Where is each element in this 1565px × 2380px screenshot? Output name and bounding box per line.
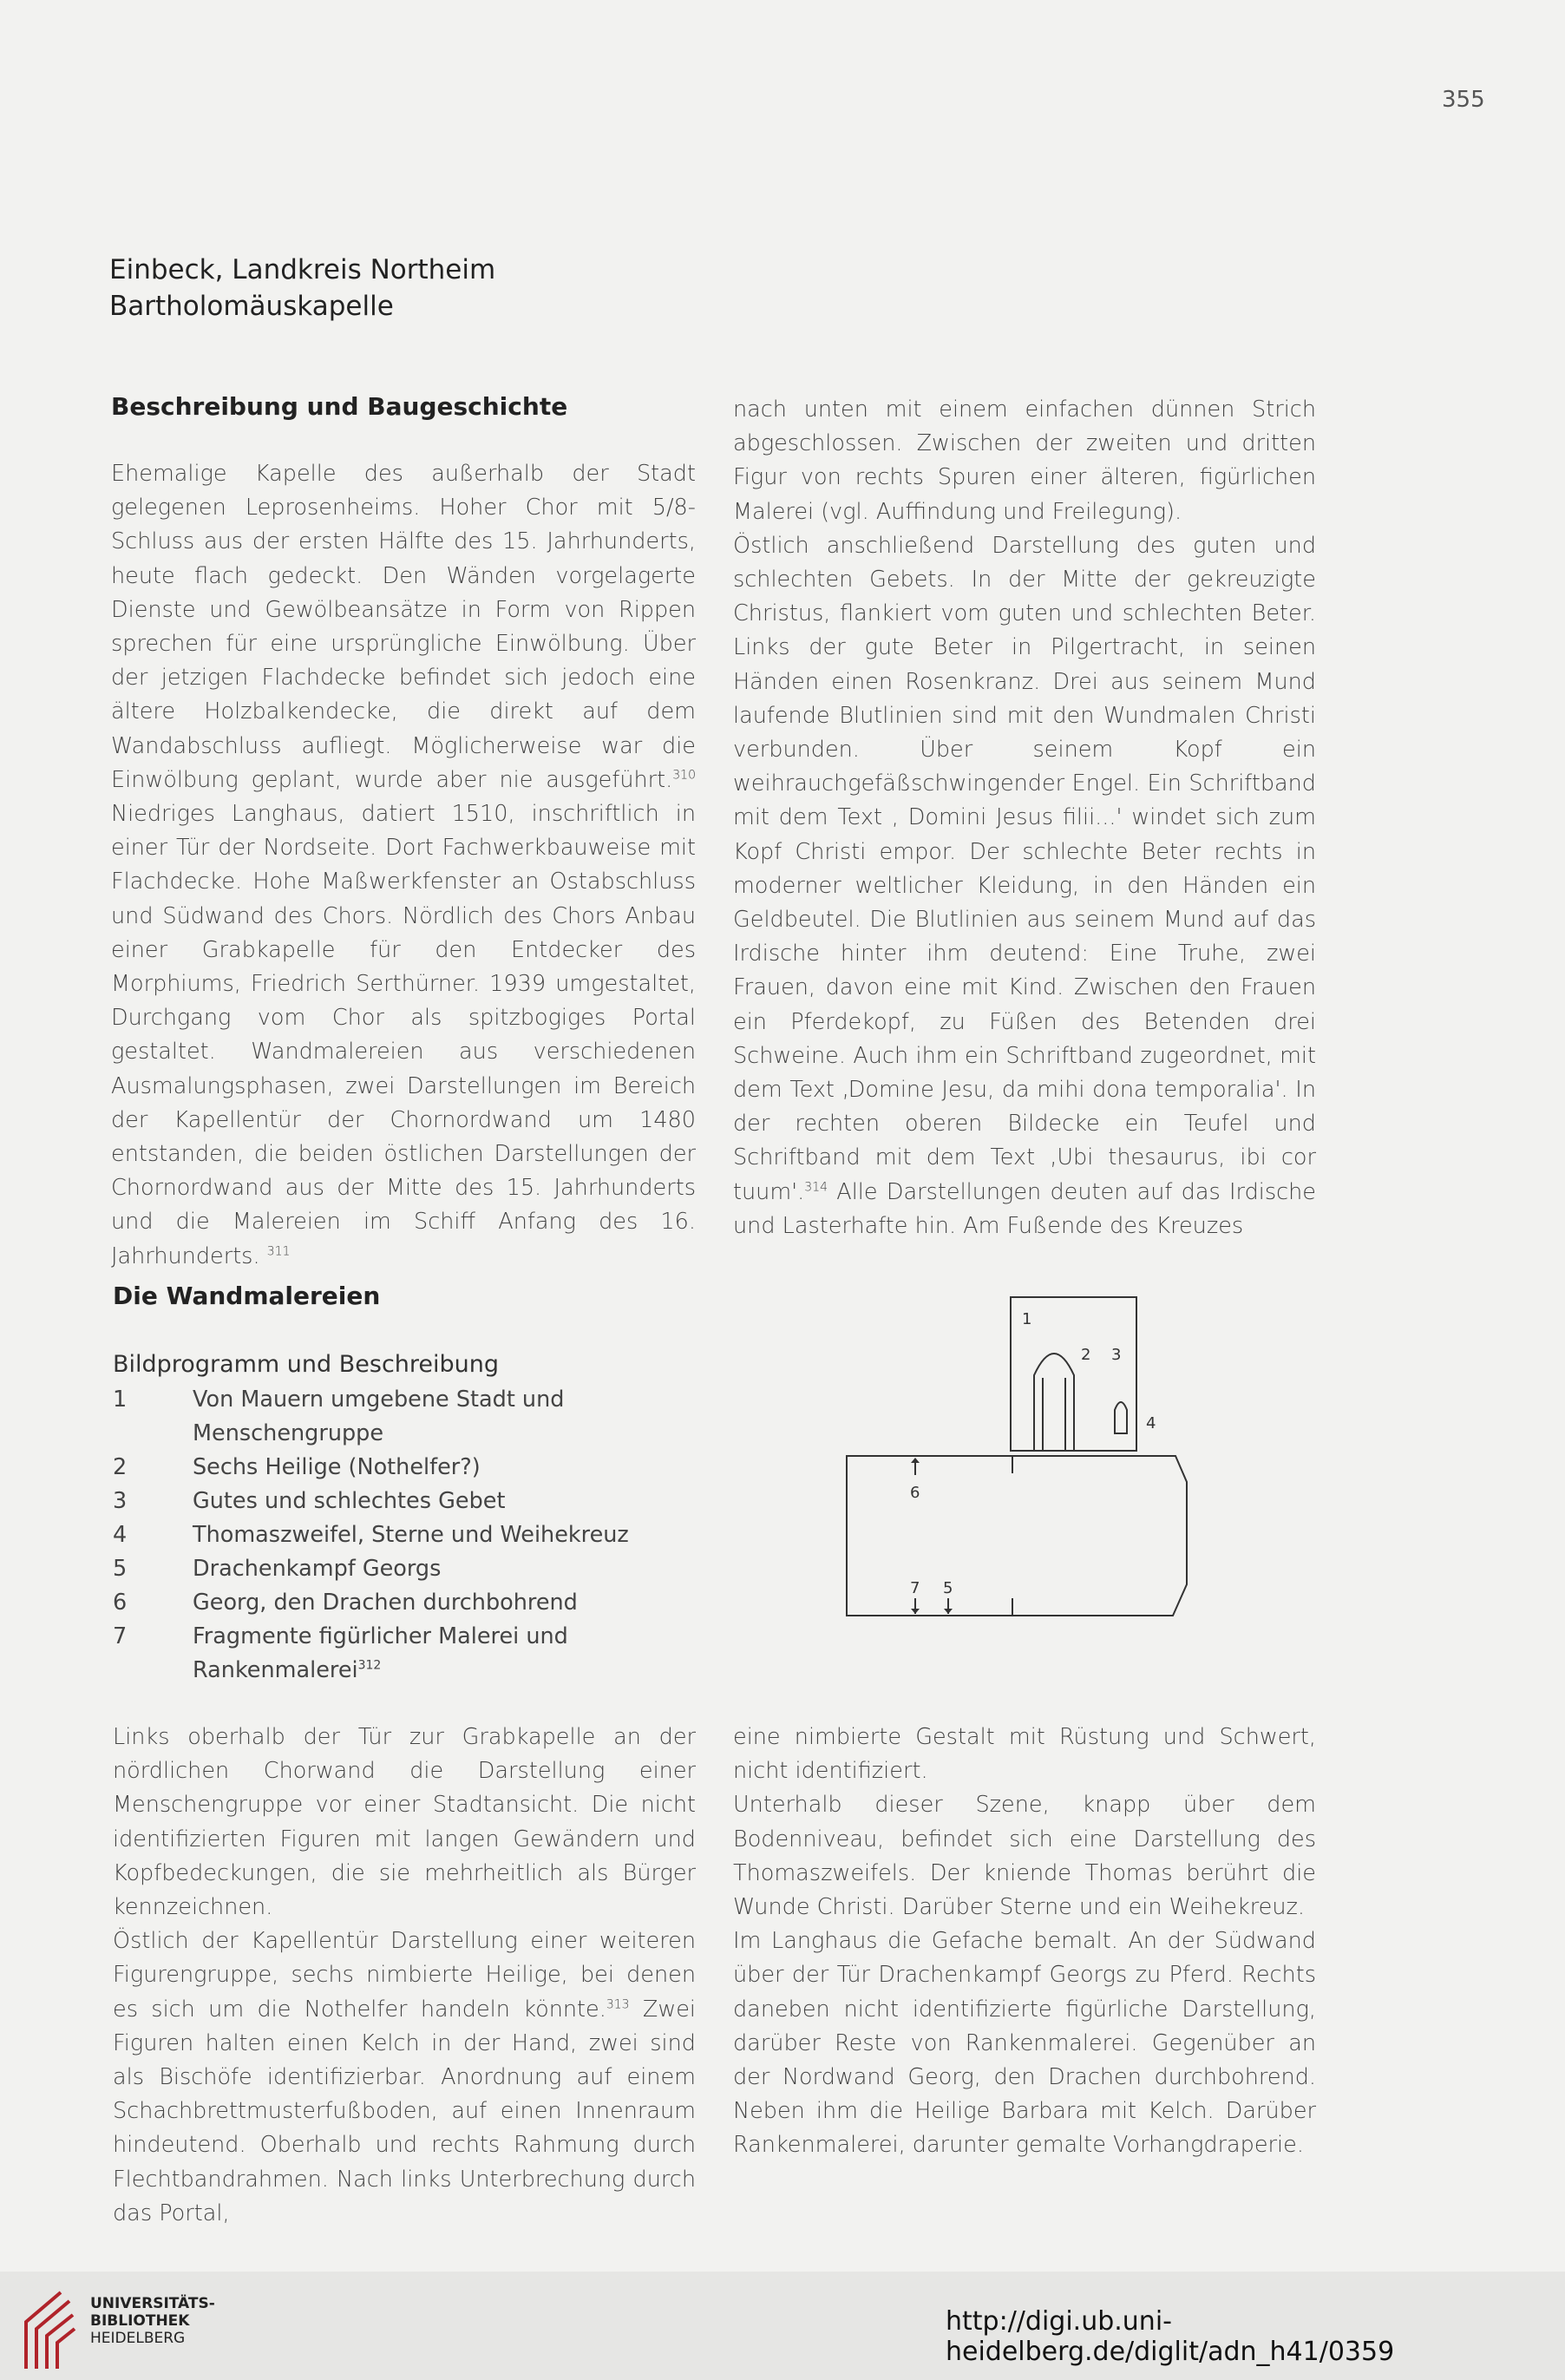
title-line-1: Einbeck, Landkreis Northeim (109, 254, 496, 285)
right-column-top (733, 393, 1316, 1243)
paragraph: Unterhalb dieser Szene, knapp über dem Bodenniveau, befindet sich eine Darstellung des Thomaszweifels. Der kniende Thomas berührt die Wunde Christi. Darüber Sterne und ein Weihekreuz. (733, 1792, 1316, 1921)
text: Östlich anschließend Darstellung des guten und schlechten Gebets. In der Mitte der gekreuzigte Christus, flankiert vom guten und schlechten Beter. Links der gute Beter in Pilgertracht, in seinen Händen einen Rosenkranz. Drei aus seinem Mund laufende Blutlinien sind mit den Wundmalen Christi verbunden. Über seinem Kopf ein weihrauchgefäßschwingender Engel. Ein Schriftband mit dem Text , Domini Jesus filii...' windet sich zum Kopf Christi empor. Der schlechte Beter rechts in moderner weltlicher Kleidung, in den Händen ein Geldbeutel. Die Blutlinien aus seinem Mund auf das Irdische hinter ihm deutend: Eine Truhe, zwei Frauen, davon eine mit Kind. Zwischen den Frauen ein Pferdekopf, zu Füßen des Betenden drei Schweine. Auch ihm ein Schriftband zugeordnet, mit dem Text ‚Domine Jesu, da mihi dona temporalia'. In der rechten oberen Bildecke ein Teufel und Schriftband mit dem Text ‚Ubi thesaurus, ibi cor tuum'. (733, 532, 1316, 1205)
plan-arrowhead (911, 1458, 920, 1463)
text: Alle Darstellungen deuten auf das Irdische und Lasterhafte hin. Am Fußende des Kreuzes (733, 1178, 1316, 1239)
legend-text (193, 1620, 668, 1688)
legend-list (113, 1383, 668, 1688)
legend-number: 1 (113, 1387, 128, 1413)
library-logo-icon (19, 2289, 80, 2371)
legend-item (113, 1586, 668, 1620)
legend-text: Von Mauern umgebene Stadt und Menschengruppe (193, 1387, 565, 1446)
text: Zwei Figuren halten einen Kelch in der Hand, zwei sind als Bischöfe identifizierbar. Anordnung auf einem Schachbrettmusterfußboden, auf einen Innenraum hindeutend. Oberhalb und rechts Rahmung durch Flechtbandrahmen. Nach links Unterbrechung durch das Portal, (113, 1996, 696, 2226)
left-column-top (111, 457, 696, 1274)
plan-label-2: 2 (1081, 1346, 1091, 1364)
paragraph: nach unten mit einem einfachen dünnen Strich abgeschlossen. Zwischen der zweiten und dritten Figur von rechts Spuren einer älteren, figürlichen Malerei (vgl. Auffindung und Freilegung). (733, 397, 1316, 525)
legend-item (113, 1552, 668, 1586)
legend-number: 6 (113, 1590, 128, 1616)
legend-text: Thomaszweifel, Sterne und Weihekreuz (193, 1522, 629, 1548)
legend-number: 5 (113, 1556, 128, 1582)
plan-label-6: 6 (910, 1484, 920, 1502)
plan-label-7: 7 (910, 1579, 920, 1597)
legend-number: 2 (113, 1454, 128, 1480)
paragraph (111, 457, 696, 1274)
right-column-bottom (733, 1721, 1316, 2163)
plan-label-1: 1 (1022, 1310, 1032, 1328)
footnote-ref: 312 (357, 1658, 382, 1673)
legend-text: Georg, den Drachen durchbohrend (193, 1590, 578, 1616)
paragraph (733, 529, 1316, 1243)
page-title (109, 252, 495, 325)
text: Niedriges Langhaus, datiert 1510, inschriftlich in einer Tür der Nordseite. Dort Fachwerkbauweise mit Flachdecke. Hohe Maßwerkfenster an Ostabschluss und Südwand des Chors. Nördlich des Chors Anbau einer Grabkapelle für den Entdecker des Morphiums, Friedrich Serthürner. 1939 umgestaltet, Durchgang vom Chor als spitzbogiges Portal gestaltet. Wandmalereien aus verschiedenen Ausmalungsphasen, zwei Darstellungen im Bereich der Kapellentür der Chornordwand um 1480 entstanden, die beiden östlichen Darstellungen der Chornordwand aus der Mitte des 15. Jahrhunderts und die Malereien im Schiff Anfang des 16. Jahrhunderts. (111, 801, 696, 1269)
text: Fragmente figürlicher Malerei und Rankenmalerei (193, 1623, 568, 1683)
text: Östlich der Kapellentür Darstellung einer weiteren Figurengruppe, sechs nimbierte Heilige, bei denen es sich um die Nothelfer handeln könnte. (113, 1928, 696, 2023)
legend-text: Sechs Heilige (Nothelfer?) (193, 1454, 481, 1480)
legend-number: 7 (113, 1623, 128, 1649)
legend-text: Gutes und schlechtes Gebet (193, 1488, 506, 1514)
legend-item (113, 1620, 668, 1688)
floor-plan-diagram (841, 1293, 1206, 1640)
legend-item (113, 1451, 668, 1485)
plan-label-5: 5 (943, 1579, 953, 1597)
footnote-ref: 311 (266, 1244, 291, 1259)
legend-number: 3 (113, 1488, 128, 1514)
legend-item (113, 1518, 668, 1552)
paragraph: eine nimbierte Gestalt mit Rüstung und Schwert, nicht identifiziert. (733, 1724, 1316, 1785)
title-line-2: Bartholomäuskapelle (109, 291, 394, 322)
plan-arrowhead (944, 1609, 953, 1614)
plan-small-niche (1115, 1402, 1127, 1433)
plan-label-3: 3 (1111, 1346, 1122, 1364)
subheading-program: Bildprogramm und Beschreibung (113, 1351, 500, 1378)
footnote-ref: 310 (672, 768, 696, 783)
library-line-2: BIBLIOTHEK (90, 2312, 190, 2330)
section-heading-murals: Die Wandmalereien (113, 1282, 381, 1310)
library-name (90, 2295, 215, 2347)
plan-label-4: 4 (1146, 1414, 1156, 1433)
left-column-bottom (113, 1721, 696, 2231)
page-number: 355 (1442, 87, 1485, 113)
paragraph (113, 1924, 696, 2231)
library-line-1: UNIVERSITÄTS- (90, 2295, 215, 2312)
legend-number: 4 (113, 1522, 128, 1548)
plan-nave-outline (847, 1456, 1187, 1616)
footnote-ref: 313 (606, 1997, 630, 2012)
paragraph: Links oberhalb der Tür zur Grabkapelle an der nördlichen Chorwand die Darstellung einer Menschengruppe vor einer Stadtansicht. Die nicht identifizierten Figuren mit langen Gewändern und Kopfbedeckungen, die sie mehrheitlich als Bürger kennzeichnen. (113, 1724, 696, 1921)
legend-item (113, 1383, 668, 1451)
section-heading-description: Beschreibung und Baugeschichte (111, 392, 568, 421)
footnote-ref: 314 (804, 1180, 828, 1195)
paragraph: Im Langhaus die Gefache bemalt. An der Südwand über der Tür Drachenkampf Georgs zu Pferd. Rechts daneben nicht identifizierte figürliche Darstellung, darüber Reste von Rankenmalerei. Gegenüber an der Nordwand Georg, den Drachen durchbohrend. Neben ihm die Heilige Barbara mit Kelch. Darüber Rankenmalerei, darunter gemalte Vorhangdraperie. (733, 1928, 1316, 2159)
library-line-3: HEIDELBERG (90, 2330, 186, 2347)
source-url-link[interactable]: http://digi.ub.uni-heidelberg.de/diglit/adn_h41/0359 (946, 2306, 1395, 2367)
plan-arrowhead (911, 1609, 920, 1614)
text: Ehemalige Kapelle des außerhalb der Stadt gelegenen Leprosenheims. Hoher Chor mit 5/8-Schluss aus der ersten Hälfte des 15. Jahrhunderts, heute flach gedeckt. Den Wänden vorgelagerte Dienste und Gewölbeansätze in Form von Rippen sprechen für eine ursprüngliche Einwölbung. Über der jetzigen Flachdecke befindet sich jedoch eine ältere Holzbalkendecke, die direkt auf dem Wandabschluss aufliegt. Möglicherweise war die Einwölbung geplant, wurde aber nie ausgeführt. (111, 461, 696, 793)
legend-text: Drachenkampf Georgs (193, 1556, 442, 1582)
plan-pointed-portal (1034, 1354, 1074, 1451)
legend-item (113, 1485, 668, 1518)
